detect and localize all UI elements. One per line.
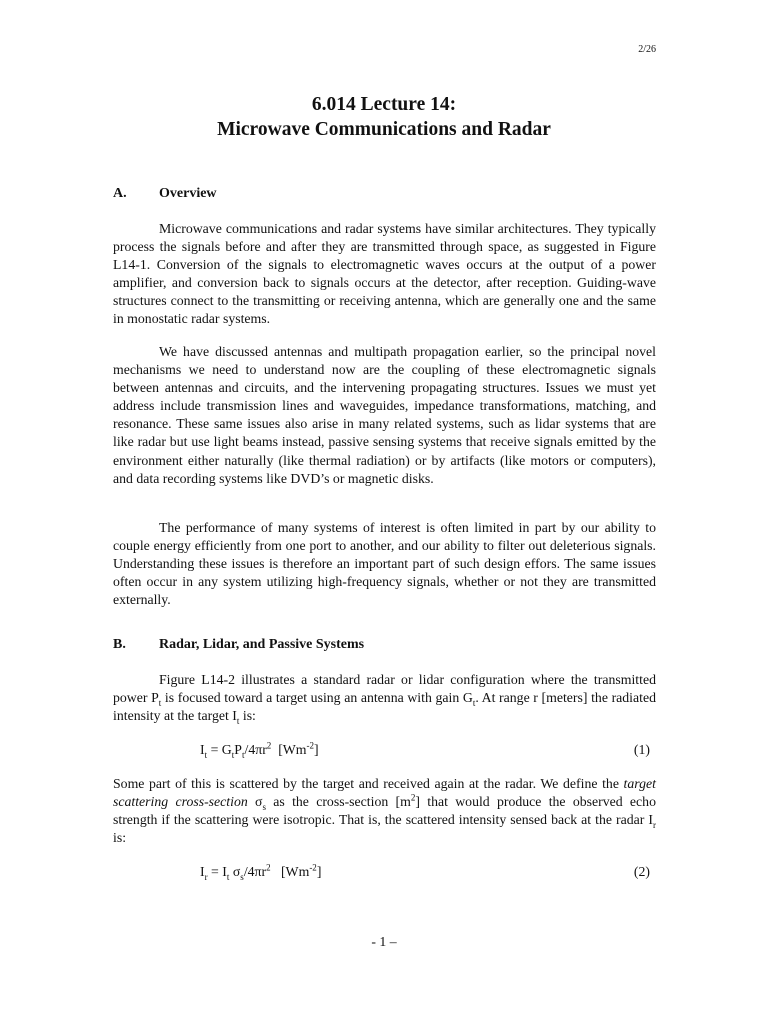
- title-line-1: 6.014 Lecture 14:: [311, 94, 457, 115]
- page-indicator: 2/26: [638, 44, 656, 55]
- section-title: Radar, Lidar, and Passive Systems: [159, 637, 365, 652]
- section-title: Overview: [159, 186, 217, 201]
- equation-body: $I_r = I_t$ $\sigma_s/4\pi r^2$ $[Wm^{-2}]$: [200, 862, 322, 882]
- section-letter: B.: [113, 637, 126, 652]
- paragraph: The performance of many systems of interest is often limited in part by our ability to couple energy efficiently from one port to another, and our ability to filter out deleterious signals. Understanding these issues is therefore an important part of such design effors. The same issues often occur in any system utilizing high-frequency signals, whether or not they are transmitted externally.: [113, 520, 656, 608]
- section-letter: A.: [113, 186, 127, 201]
- paragraph: Figure L14-2 illustrates a standard radar or lidar configuration where the transmitted power $P_t$ is focused toward a target using an antenna with gain $G_t$. At range r [meters] the radiated intensity at the target $I_t$ is:: [113, 672, 656, 726]
- section-heading-radar: [113, 637, 364, 653]
- equation-body: $I_t = G_tP_t/4\pi r^2$ $[Wm^{-2}]$: [200, 740, 319, 760]
- section-heading-overview: [113, 186, 217, 202]
- paragraph: Microwave communications and radar systems have similar architectures. They typically process the signals before and after they are transmitted through space, as suggested in Figure L14-1. Conversion of the signals to electromagnetic waves occurs at the output of a power amplifier, and conversion back to signals occurs at the detector, after reception. Guiding-wave structures connect to the transmitting or receiving antenna, which are generally one and the same in monostatic radar systems.: [113, 221, 656, 327]
- paragraph: We have discussed antennas and multipath propagation earlier, so the principal novel mechanisms we need to understand now are the coupling of these electromagnetic signals between antennas and circuits, and the intervening propagating structures. Issues we must yet address include transmission lines and waveguides, impedance transformations, matching, and resonance. These same issues also arise in many related systems, such as lidar systems that are like radar but use light beams instead, passive sensing systems that receive signals emitted by the environment either naturally (like thermal radiation) or by artifacts (like motors or computers), and data recording systems like DVD’s or magnetic disks.: [113, 344, 656, 486]
- paragraph: Some part of this is scattered by the target and received again at the radar. We define the target scattering cross-section $\sigma_s$ as the cross-section $[m^2]$ that would produce the observed echo strength if the scattering were isotropic. That is, the scattered intensity sensed back at the radar $I_r$ is:: [113, 776, 656, 846]
- equation-number: (1): [633, 742, 650, 757]
- equation-number: (2): [633, 864, 650, 879]
- page-title: [0, 92, 768, 142]
- page-number: - 1 –: [371, 934, 397, 949]
- title-line-2: Microwave Communications and Radar: [217, 119, 551, 140]
- emphasis: target scattering cross-section: [113, 776, 656, 810]
